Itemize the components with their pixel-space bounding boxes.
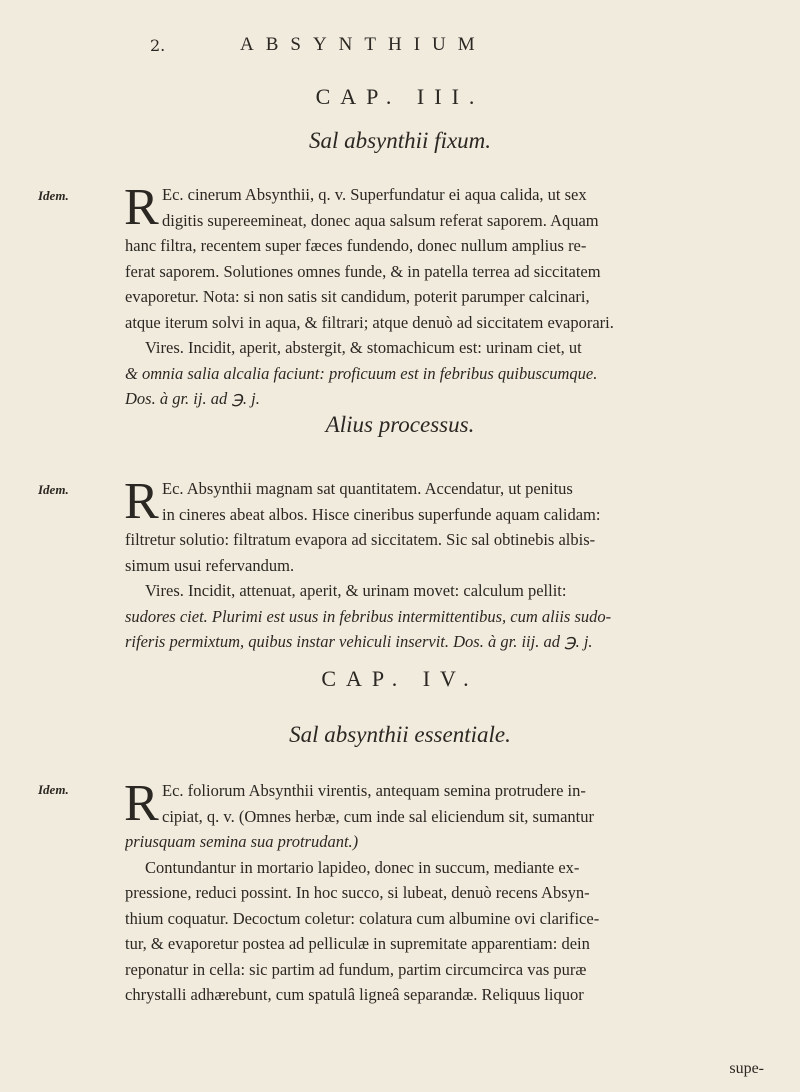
text-line: Ec. foliorum Absynthii virentis, antequam semina protrudere in- bbox=[162, 781, 586, 800]
running-header bbox=[0, 34, 800, 64]
section-title: Alius processus. bbox=[325, 412, 475, 437]
text-line: riferis permixtum, quibus instar vehiculi inservit. Dos. à gr. iij. ad ℈. j. bbox=[125, 632, 593, 651]
section-title: Sal absynthii fixum. bbox=[308, 128, 492, 153]
drop-initial: R bbox=[124, 179, 159, 236]
margin-note: Idem. bbox=[38, 188, 69, 203]
text-line: ferat saporem. Solutiones omnes funde, & in patella terrea ad siccitatem bbox=[125, 261, 601, 281]
running-title: ABSYNTHIUM bbox=[240, 34, 487, 55]
text-line: Ec. Absynthii magnam sat quantitatem. Accendatur, ut penitus bbox=[162, 479, 573, 498]
text-line: hanc filtra, recentem super fæces fundendo, donec nullum amplius re- bbox=[125, 236, 587, 255]
chapter-heading: CAP. IV. bbox=[321, 666, 479, 691]
text-line: Dos. à gr. ij. ad ℈. j. bbox=[125, 389, 260, 408]
section-title: Sal absynthii essentiale. bbox=[289, 722, 511, 747]
text-line: cipiat, q. v. (Omnes herbæ, cum inde sal eliciendum sit, sumantur bbox=[162, 806, 594, 826]
drop-initial: R bbox=[124, 473, 159, 530]
chapter-heading: CAP. III. bbox=[315, 84, 485, 109]
text-line: pressione, reduci possint. In hoc succo, si lubeat, denuò recens Absyn- bbox=[125, 883, 590, 902]
paragraph bbox=[124, 775, 795, 1008]
drop-initial: R bbox=[124, 775, 159, 832]
text-line: Vires. Incidit, attenuat, aperit, & urinam movet: calculum pellit: bbox=[145, 581, 567, 600]
text-line: priusquam semina sua protrudant.) bbox=[125, 832, 359, 851]
text-line: thium coquatur. Decoctum coletur: colatura cum albumine ovi clarifice- bbox=[125, 908, 600, 928]
text-line: tur, & evaporetur postea ad pelliculæ in supremitate apparentiam: dein bbox=[125, 934, 590, 953]
text-line: simum usui refervandum. bbox=[125, 555, 295, 575]
catchword: supe- bbox=[729, 1060, 764, 1077]
paragraph bbox=[124, 179, 795, 412]
text-line: Contundantur in mortario lapideo, donec in succum, mediante ex- bbox=[145, 857, 580, 877]
text-line: digitis supereemineat, donec aqua salsum referat saporem. Aquam bbox=[162, 210, 599, 230]
text-line: in cineres abeat albos. Hisce cineribus superfunde aquam calidam: bbox=[162, 504, 601, 524]
text-line: evaporetur. Nota: si non satis sit candidum, poterit parumper calcinari, bbox=[125, 287, 590, 306]
text-line: Ec. cinerum Absynthii, q. v. Superfundatur ei aqua calida, ut sex bbox=[162, 185, 587, 204]
text-line: filtretur solutio: filtratum evapora ad siccitatem. Sic sal obtinebis albis- bbox=[125, 530, 596, 549]
text-line: atque iterum solvi in aqua, & filtrari; atque denuò ad siccitatem evaporari. bbox=[125, 312, 614, 332]
text-line: & omnia salia alcalia faciunt: proficuum est in febribus quibuscumque. bbox=[125, 363, 598, 383]
margin-note: Idem. bbox=[38, 482, 69, 497]
text-line: chrystalli adhærebunt, cum spatulâ ligneâ separandæ. Reliquus liquor bbox=[125, 985, 584, 1004]
margin-note: Idem. bbox=[38, 782, 69, 797]
text-line: Vires. Incidit, aperit, abstergit, & stomachicum est: urinam ciet, ut bbox=[145, 338, 582, 357]
page-number: 2. bbox=[150, 36, 166, 55]
text-line: sudores ciet. Plurimi est usus in febribus intermittentibus, cum aliis sudo- bbox=[125, 606, 612, 626]
text-line: reponatur in cella: sic partim ad fundum, partim circumcirca vas puræ bbox=[125, 959, 587, 979]
paragraph bbox=[124, 473, 795, 655]
